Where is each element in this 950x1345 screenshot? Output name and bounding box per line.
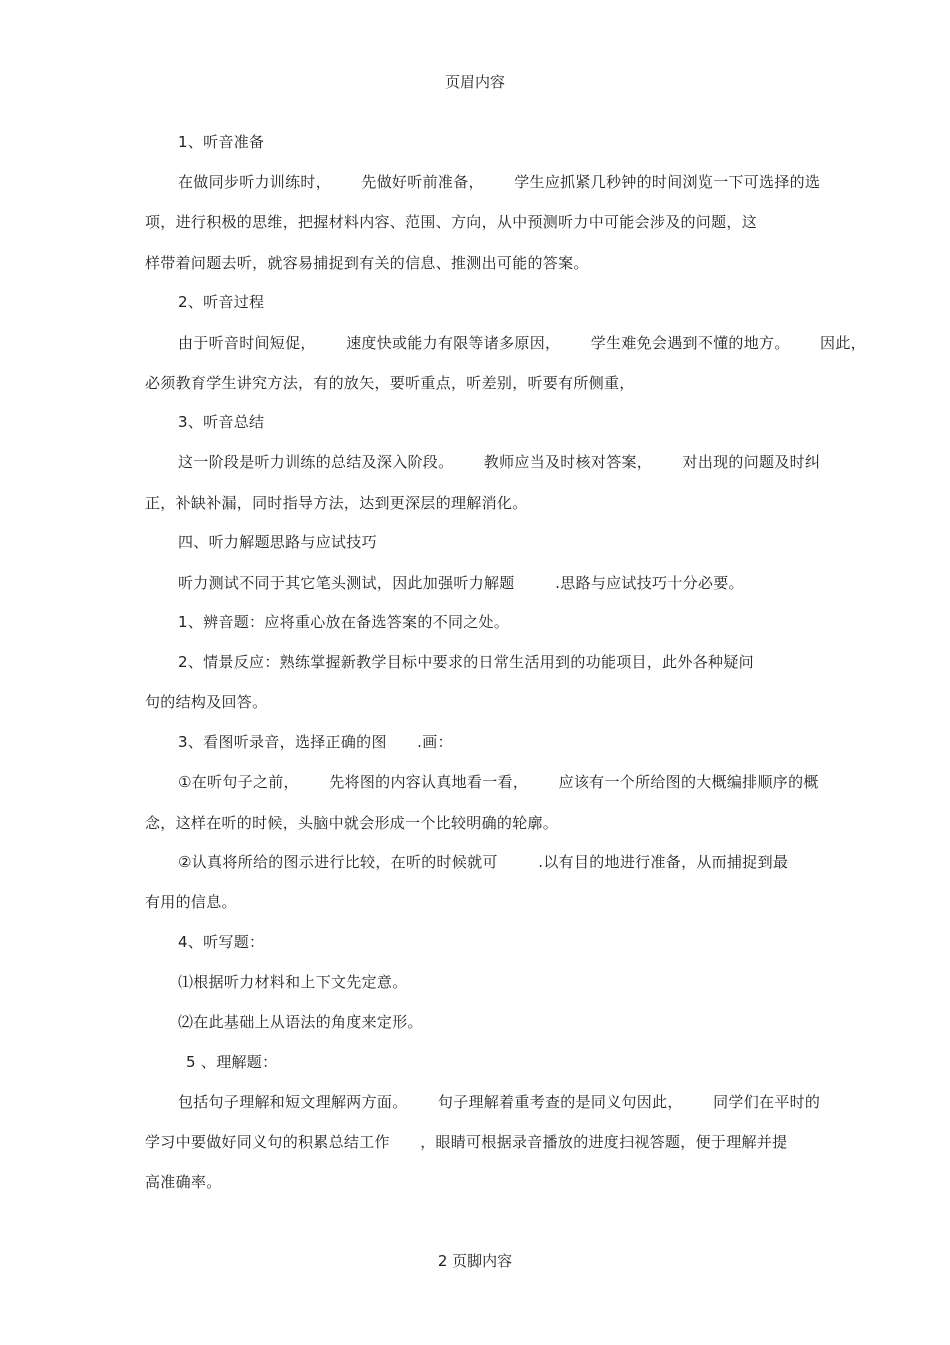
section-heading: 4、听写题：	[178, 933, 265, 951]
paragraph-line: 包括句子理解和短文理解两方面。 句子理解着重考查的是同义句因此， 同学们在平时的	[178, 1093, 821, 1111]
section-heading: 四、听力解题思路与应试技巧	[178, 533, 377, 551]
paragraph-line: ②认真将所给的图示进行比较，在听的时候就可 .以有目的地进行准备，从而捕捉到最	[178, 853, 789, 871]
paragraph-line: 听力测试不同于其它笔头测试，因此加强听力解题 .思路与应试技巧十分必要。	[178, 574, 744, 592]
section-heading: 2、听音过程	[178, 293, 265, 311]
paragraph-line: 高准确率。	[145, 1173, 222, 1191]
paragraph-line: ①在听句子之前， 先将图的内容认真地看一看， 应该有一个所给图的大概编排顺序的概	[178, 773, 819, 791]
paragraph-line: 3、看图听录音，选择正确的图 .画：	[178, 733, 453, 751]
section-heading: 1、听音准备	[178, 133, 265, 151]
paragraph-line: 在做同步听力训练时， 先做好听前准备， 学生应抓紧几秒钟的时间浏览一下可选择的选	[178, 173, 821, 191]
section-heading: 5 、理解题：	[186, 1053, 278, 1071]
section-heading: 3、听音总结	[178, 413, 265, 431]
paragraph-line: 由于听音时间短促， 速度快或能力有限等诸多原因， 学生难免会遇到不懂的地方。 因此，	[178, 334, 866, 352]
paragraph-line: ⑵在此基础上从语法的角度来定形。	[178, 1013, 423, 1031]
paragraph-line: 念，这样在听的时候，头脑中就会形成一个比较明确的轮廓。	[145, 814, 559, 832]
paragraph-line: 有用的信息。	[145, 893, 237, 911]
paragraph-line: 这一阶段是听力训练的总结及深入阶段。 教师应当及时核对答案， 对出现的问题及时纠	[178, 453, 821, 471]
paragraph-line: 句的结构及回答。	[145, 693, 268, 711]
paragraph-line: 2、情景反应：熟练掌握新教学目标中要求的日常生活用到的功能项目，此外各种疑问	[178, 653, 754, 671]
paragraph-line: 必须教育学生讲究方法，有的放矢，要听重点，听差别，听要有所侧重，	[145, 374, 635, 392]
paragraph-line: 样带着问题去听，就容易捕捉到有关的信息、推测出可能的答案。	[145, 254, 589, 272]
paragraph-line: ⑴根据听力材料和上下文先定意。	[178, 973, 408, 991]
paragraph-line: 正，补缺补漏，同时指导方法，达到更深层的理解消化。	[145, 494, 528, 512]
paragraph-line: 项，进行积极的思维，把握材料内容、范围、方向，从中预测听力中可能会涉及的问题，这	[145, 213, 758, 231]
page-header: 页眉内容	[444, 73, 505, 91]
page-footer: 2 页脚内容	[437, 1252, 513, 1270]
paragraph-line: 学习中要做好同义句的积累总结工作 ，眼睛可根据录音播放的进度扫视答题，便于理解并提	[145, 1133, 788, 1151]
paragraph-line: 1、辨音题：应将重心放在备选答案的不同之处。	[178, 613, 510, 631]
